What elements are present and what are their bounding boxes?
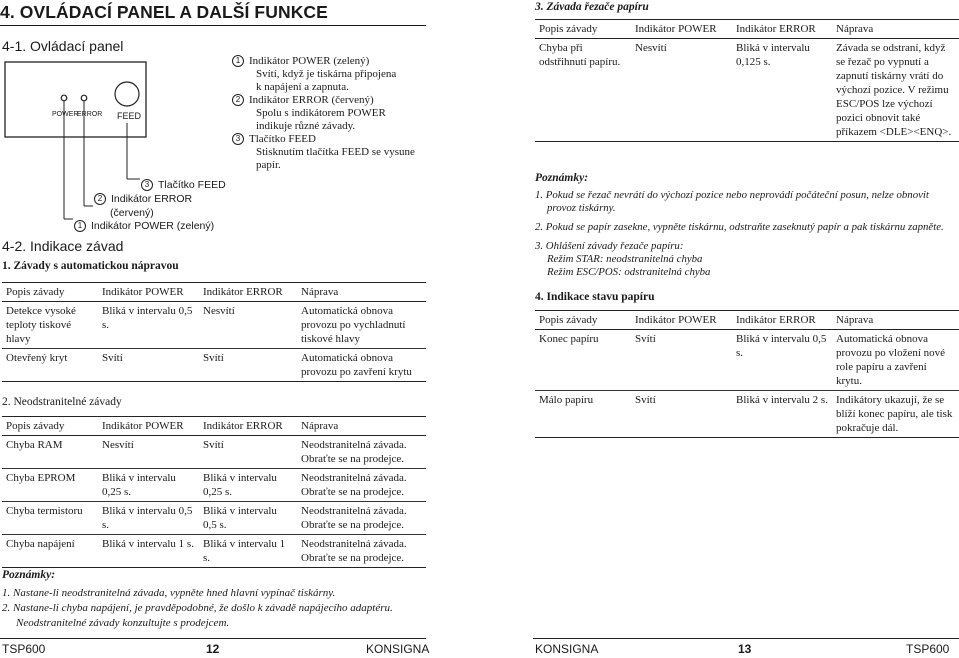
- table-cell: Indikátory ukazují, že se blíží konec papíru, ale tisk pokračuje dál.: [832, 391, 959, 438]
- note-item: 3. Ohlášení závady řezače papíru:: [535, 240, 684, 252]
- table-cell: Bliká v intervalu 1 s.: [199, 535, 297, 568]
- desc-1-title: Indikátor POWER (zelený): [249, 55, 370, 67]
- table-cell: Bliká v intervalu 0,5 s.: [199, 502, 297, 535]
- desc-2-line3: indikuje různé závady.: [256, 120, 356, 132]
- number-3-icon: 3: [141, 179, 153, 191]
- desc-2-line2: Spolu s indikátorem POWER: [256, 107, 386, 119]
- paper-status-table: [535, 310, 959, 438]
- power-led-icon: [61, 95, 67, 101]
- table-row: [2, 302, 426, 349]
- table-row: [2, 502, 426, 535]
- table-cell: Svítí: [203, 439, 224, 451]
- note-item: 2. Nastane-li chyba napájení, je pravděpodobné, že došlo k závadě napájecího adaptéru.: [2, 602, 393, 614]
- callout-feed-text: Tlačítko FEED: [158, 179, 226, 191]
- col-header: Náprava: [297, 283, 426, 302]
- table-cell: Bliká v intervalu 0,5 s.: [98, 502, 199, 535]
- table-row: [2, 349, 426, 382]
- notes-list: [2, 586, 393, 631]
- callout-feed: [141, 179, 226, 191]
- col-header: Náprava: [832, 311, 959, 330]
- table-cell: Otevřený kryt: [2, 349, 98, 382]
- desc-3-line3: papír.: [256, 159, 281, 171]
- table-cell: Detekce vysoké teploty tiskové hlavy: [6, 305, 76, 345]
- footer-brand-right: KONSIGNA: [535, 642, 599, 656]
- table-cell: Závada se odstraní, když se řezač po vypnutí a zapnutí tiskárny vrátí do výchozí pozice. V režimu ESC/POS lze výchozí pozici obnovit také příkazem <DLE><ENQ>.: [832, 39, 959, 142]
- table-cell: Svítí: [631, 391, 732, 438]
- note-item: 1. Nastane-li neodstranitelná závada, vypněte hned hlavní vypínač tiskárny.: [2, 587, 336, 599]
- page-number-right: 13: [738, 642, 752, 656]
- table-cell: Svítí: [98, 349, 199, 382]
- page-number-left: 12: [206, 642, 220, 656]
- col-header: Popis závady: [2, 417, 98, 436]
- table-header: [535, 20, 959, 39]
- table-cell: Bliká v intervalu 2 s.: [732, 391, 832, 438]
- feed-label: FEED: [117, 111, 142, 121]
- col-header: Náprava: [297, 417, 426, 436]
- desc-2-title: Indikátor ERROR (červený): [249, 94, 374, 106]
- subheading-cutter-error: 3. Závada řezače papíru: [535, 1, 649, 13]
- desc-1-line2: Svítí, když je tiskárna připojena: [256, 68, 397, 80]
- auto-errors-table: [2, 282, 426, 382]
- number-3-icon: 3: [232, 133, 244, 145]
- callout-error: [94, 193, 192, 205]
- desc-3-line2: Stisknutím tlačítka FEED se vysune: [256, 146, 415, 158]
- callout-error-color: (červený): [110, 207, 154, 219]
- right-notes-title: Poznámky:: [535, 172, 589, 184]
- col-header: Popis závady: [2, 283, 98, 302]
- table-cell: Málo papíru: [535, 391, 631, 438]
- footer-rule-right: [533, 638, 959, 639]
- desc-1-line3: k napájení a zapnuta.: [256, 81, 349, 93]
- feed-button-icon: [115, 82, 139, 106]
- table-row: [535, 330, 959, 391]
- table-cell: Bliká v intervalu 0,5 s.: [102, 305, 193, 331]
- callout-power-text: Indikátor POWER (zelený): [91, 220, 215, 232]
- table-cell: Konec papíru: [539, 333, 599, 345]
- number-2-icon: 2: [232, 94, 244, 106]
- table-cell: Neodstranitelná závada. Obraťte se na prodejce.: [297, 535, 426, 568]
- table-cell: Chyba napájení: [2, 535, 98, 568]
- number-2-icon: 2: [94, 193, 106, 205]
- subheading-fatal-errors: 2. Neodstranitelné závady: [2, 396, 122, 408]
- table-cell: Nesvítí: [631, 39, 732, 142]
- section-heading-4-1: 4-1. Ovládací panel: [2, 38, 124, 54]
- table-cell: Bliká v intervalu 0,5 s.: [736, 333, 827, 359]
- table-header: [535, 311, 959, 330]
- note-item: Režim STAR: neodstranitelná chyba: [547, 253, 703, 265]
- table-row: [2, 469, 426, 502]
- table-cell: Neodstranitelná závada. Obraťte se na prodejce.: [297, 502, 426, 535]
- note-item: Neodstranitelné závady konzultujte s prodejcem.: [16, 617, 230, 629]
- table-cell: Automatická obnova provozu po zavření krytu: [297, 349, 426, 382]
- table-row: [2, 535, 426, 568]
- right-notes-list: [535, 189, 944, 279]
- note-item: provoz tiskárny.: [547, 202, 616, 214]
- table-cell: Neodstranitelná závada. Obraťte se na prodejce.: [301, 439, 407, 465]
- note-item: 1. Pokud se řezač nevrátí do výchozí pozice nebo neprovádí počáteční posun, nelze obnovit: [535, 189, 929, 201]
- section-heading-4-2: 4-2. Indikace závad: [2, 238, 124, 254]
- number-1-icon: 1: [74, 220, 86, 232]
- page-title: 4. OVLÁDACÍ PANEL A DALŠÍ FUNKCE: [0, 2, 426, 26]
- subheading-auto-errors: 1. Závady s automatickou nápravou: [2, 260, 179, 272]
- footer-model-right: TSP600: [906, 642, 950, 656]
- table-cell: Bliká v intervalu 0,25 s.: [98, 469, 199, 502]
- panel-descriptions: [232, 55, 415, 172]
- table-cell: Automatická obnova provozu po vložení nové role papíru a zavření krytu.: [836, 333, 946, 387]
- table-cell: Chyba při odstřihnutí papíru.: [535, 39, 631, 142]
- table-cell: Svítí: [635, 333, 656, 345]
- footer-brand-left: KONSIGNA: [366, 642, 430, 656]
- table-cell: Nesvítí: [102, 439, 134, 451]
- table-cell: Bliká v intervalu 0,125 s.: [732, 39, 832, 142]
- col-header: Indikátor ERROR: [199, 283, 297, 302]
- cutter-error-table: [535, 19, 959, 142]
- note-item: Režim ESC/POS: odstranitelná chyba: [547, 266, 711, 278]
- number-1-icon: 1: [232, 55, 244, 67]
- callout-power: [74, 220, 214, 232]
- table-cell: Bliká v intervalu 1 s.: [98, 535, 199, 568]
- table-cell: Svítí: [199, 349, 297, 382]
- col-header: Indikátor ERROR: [732, 20, 832, 39]
- table-header: [2, 417, 426, 436]
- note-item: 2. Pokud se papír zasekne, vypněte tiskárnu, odstraňte zaseknutý papír a pak tiskárnu zapněte.: [535, 221, 944, 233]
- col-header: Indikátor POWER: [98, 283, 199, 302]
- notes-title: Poznámky:: [2, 569, 56, 581]
- table-cell: Chyba EPROM: [2, 469, 98, 502]
- col-header: Indikátor ERROR: [199, 417, 297, 436]
- power-label: POWER: [52, 111, 79, 118]
- table-cell: Chyba RAM: [6, 439, 63, 451]
- table-cell: Nesvítí: [203, 305, 235, 317]
- table-header: [2, 283, 426, 302]
- col-header: Indikátor POWER: [631, 311, 732, 330]
- desc-item-2: [232, 94, 415, 107]
- table-cell: Chyba termistoru: [2, 502, 98, 535]
- table-cell: Bliká v intervalu 0,25 s.: [199, 469, 297, 502]
- table-row: [535, 39, 959, 142]
- desc-item-1: [232, 55, 415, 68]
- error-label: ERROR: [77, 111, 103, 118]
- footer-rule-left: [0, 638, 426, 639]
- col-header: Popis závady: [535, 311, 631, 330]
- table-row: [2, 436, 426, 469]
- col-header: Popis závady: [535, 20, 631, 39]
- footer-model-left: TSP600: [2, 642, 46, 656]
- fatal-errors-table: [2, 416, 426, 568]
- desc-item-3: [232, 133, 415, 146]
- callout-error-text: Indikátor ERROR: [111, 193, 193, 205]
- table-cell: Neodstranitelná závada. Obraťte se na prodejce.: [297, 469, 426, 502]
- col-header: Náprava: [832, 20, 959, 39]
- col-header: Indikátor ERROR: [732, 311, 832, 330]
- table-cell: Automatická obnova provozu po vychladnutí tiskové hlavy: [301, 305, 406, 345]
- table-row: [535, 391, 959, 438]
- error-led-icon: [81, 95, 87, 101]
- subheading-paper-status: 4. Indikace stavu papíru: [535, 291, 655, 303]
- col-header: Indikátor POWER: [631, 20, 732, 39]
- col-header: Indikátor POWER: [98, 417, 199, 436]
- desc-3-title: Tlačítko FEED: [249, 133, 316, 145]
- panel-outline: [5, 62, 146, 137]
